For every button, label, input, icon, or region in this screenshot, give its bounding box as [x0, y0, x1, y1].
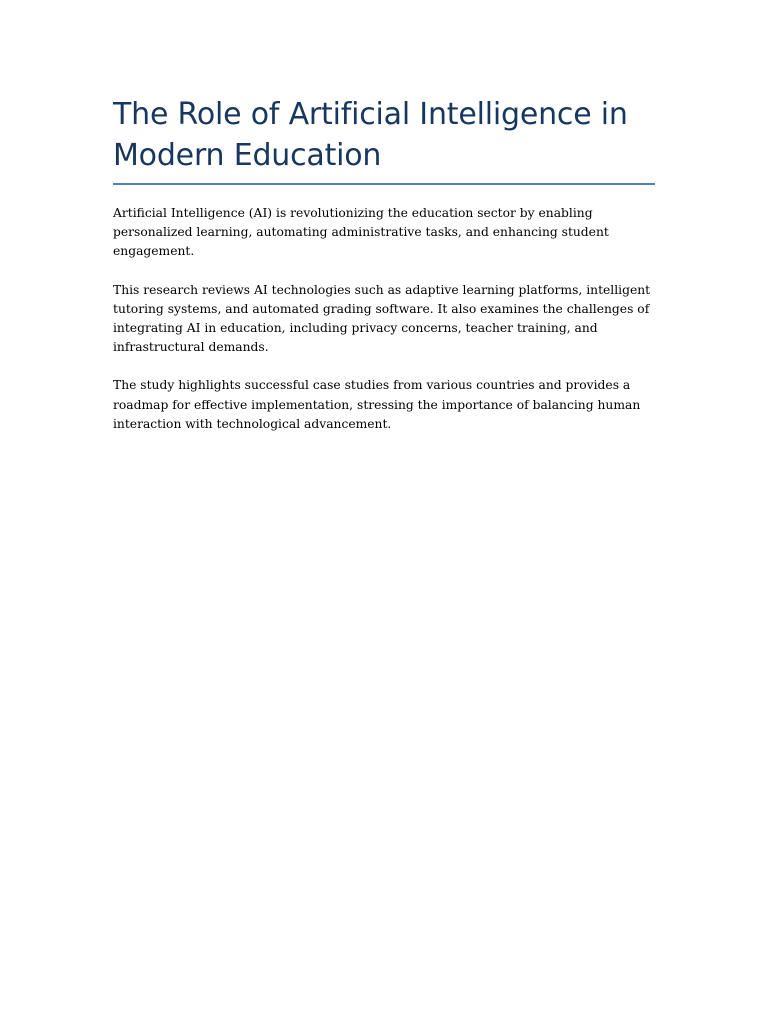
document-content	[113, 94, 655, 434]
document-title: The Role of Artificial Intelligence in Modern Education	[113, 94, 655, 185]
paragraph-1: Artificial Intelligence (AI) is revolutionizing the education sector by enabling personalized learning, automating administrative tasks, and enhancing student engagement.	[113, 206, 609, 259]
paragraph-3: The study highlights successful case studies from various countries and provides a roadmap for effective implementation, stressing the importance of balancing human interaction with technological advancement.	[113, 378, 641, 431]
paragraph-2: This research reviews AI technologies such as adaptive learning platforms, intelligent tutoring systems, and automated grading software. It also examines the challenges of integrating AI in education, including privacy concerns, teacher training, and infrastructural demands.	[113, 282, 651, 355]
